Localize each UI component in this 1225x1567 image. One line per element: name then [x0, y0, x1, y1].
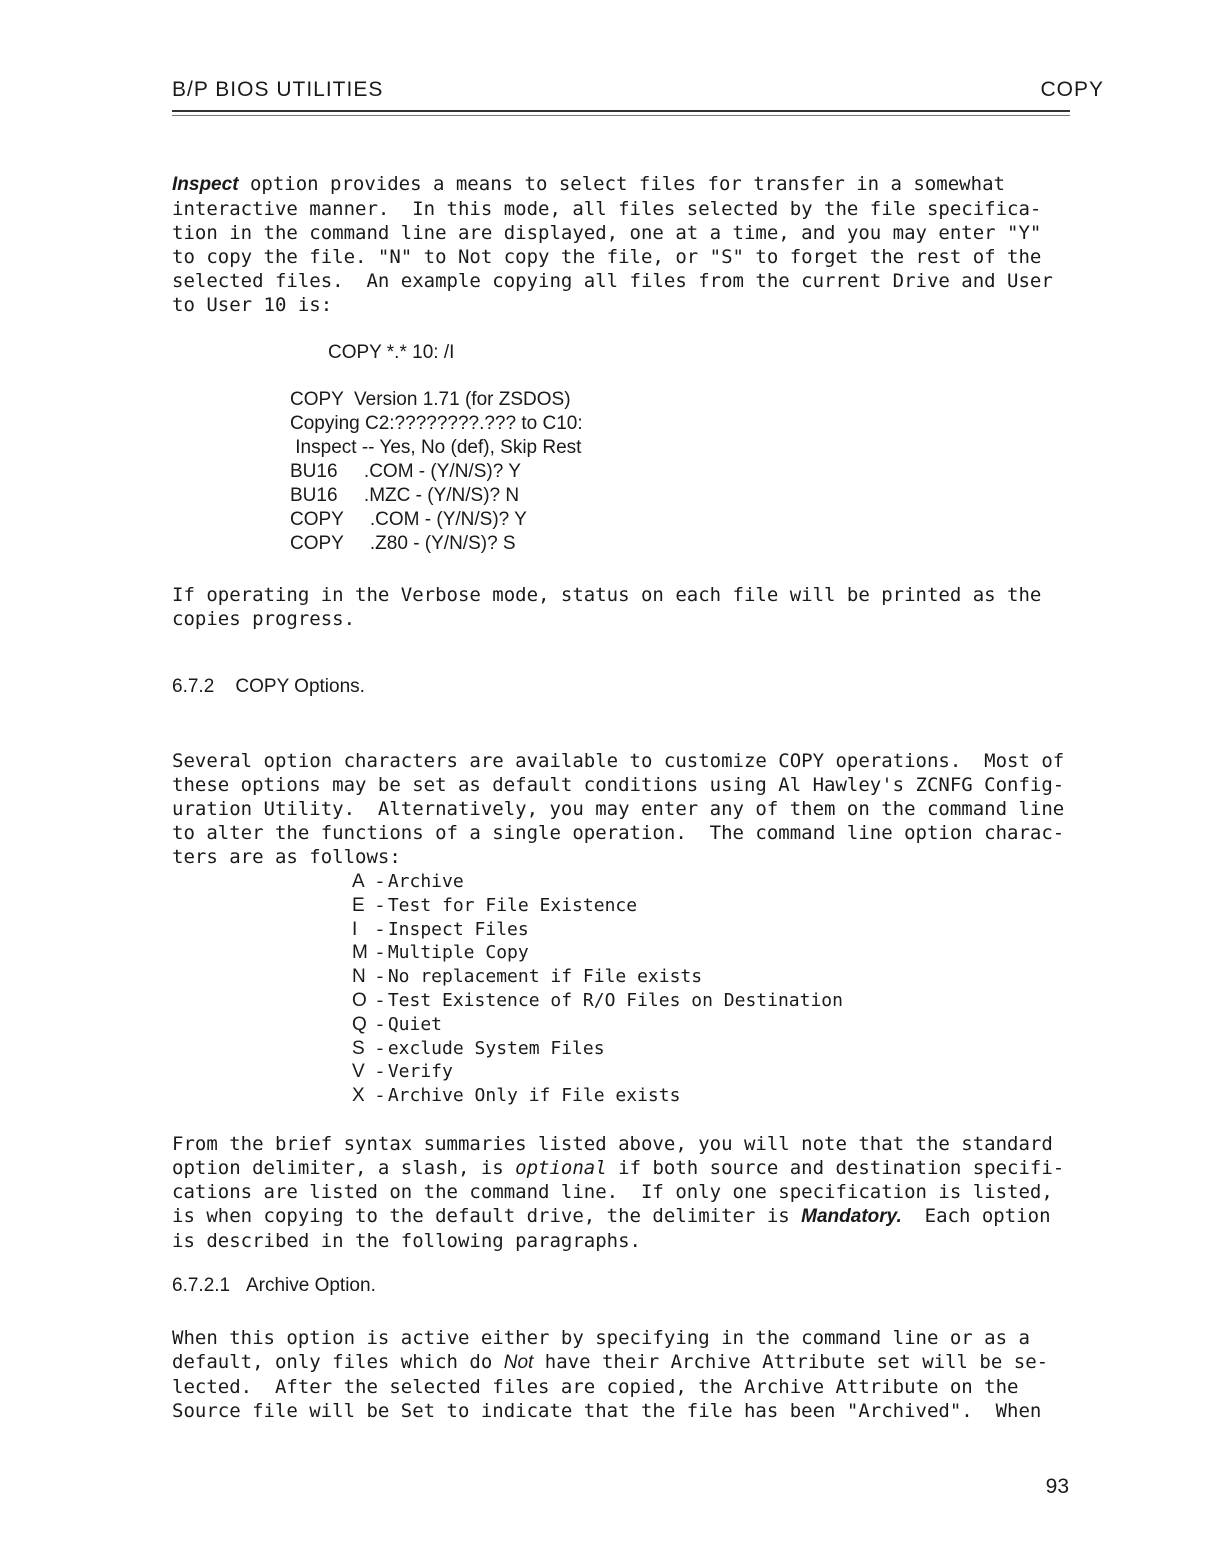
option-item: I - Inspect Files: [352, 918, 529, 940]
options-intro-line: these options may be set as default conditions using Al Hawley's ZCNFG Config-: [172, 774, 1065, 796]
option-key: S: [352, 1037, 365, 1059]
option-item: M - Multiple Copy: [352, 942, 529, 964]
section-heading-options: [172, 676, 365, 698]
header-rule-thin: [172, 115, 1070, 116]
option-desc: Multiple Copy: [387, 942, 529, 964]
output-line: Copying C2:????????.??? to C10:: [290, 413, 583, 434]
option-desc: Test for File Existence: [387, 894, 638, 916]
option-key: O: [352, 989, 367, 1011]
option-item: N - No replacement if File exists: [352, 966, 703, 988]
option-key: M: [352, 942, 368, 964]
option-item: A - Archive: [352, 871, 464, 892]
optional-term: optional: [515, 1157, 607, 1179]
archive-line: When this option is active either by specifying in the command line or as a: [172, 1327, 1030, 1349]
option-desc: Inspect Files: [387, 918, 529, 940]
option-desc: Archive: [387, 871, 464, 892]
options-intro-line: uration Utility. Alternatively, you may enter any of them on the command line: [172, 798, 1065, 820]
delimiter-paragraph: [172, 1132, 1112, 1253]
archive-line: default, only files which do: [172, 1351, 504, 1373]
mandatory-term: Mandatory.: [801, 1206, 902, 1227]
intro-line-6: to User 10 is:: [172, 294, 333, 316]
archive-line: have their Archive Attribute set will be se-: [533, 1351, 1049, 1373]
section-heading-archive: [172, 1275, 376, 1297]
option-item: S - exclude System Files: [352, 1037, 605, 1059]
delimiter-line: cations are listed on the command line. If only one specification is listed,: [172, 1181, 1053, 1203]
output-line: BU16 .MZC - (Y/N/S)? N: [290, 485, 520, 506]
verbose-line-2: copies progress.: [172, 608, 356, 630]
options-intro-line: Several option characters are available to customize COPY operations. Most of: [172, 750, 1065, 772]
option-item: X - Archive Only if File exists: [352, 1085, 681, 1107]
delimiter-line: if both source and destination specifi-: [606, 1157, 1065, 1179]
output-line: BU16 .COM - (Y/N/S)? Y: [290, 461, 521, 482]
option-key: E: [352, 894, 365, 916]
intro-line-2: interactive manner. In this mode, all files selected by the file specifica-: [172, 198, 1042, 220]
option-item: V - Verify: [352, 1061, 453, 1083]
option-key: V: [352, 1061, 365, 1083]
section-title: COPY Options.: [235, 676, 365, 697]
option-key: N: [352, 966, 366, 988]
archive-line: lected. After the selected files are copied, the Archive Attribute on the: [172, 1376, 1019, 1398]
header-rule: [172, 110, 1070, 112]
delimiter-line: is when copying to the default drive, the delimiter is: [172, 1205, 802, 1227]
intro-line-4: to copy the file. "N" to Not copy the file, or "S" to forget the rest of the: [172, 246, 1042, 268]
option-key: Q: [352, 1013, 367, 1035]
page-number: 93: [1045, 1475, 1069, 1498]
delimiter-line: Each option: [901, 1205, 1051, 1227]
option-desc: exclude System Files: [387, 1037, 605, 1059]
intro-line-1: option provides a means to select files for transfer in a somewhat: [238, 173, 1005, 195]
output-line: COPY Version 1.71 (for ZSDOS): [290, 389, 571, 410]
option-key: I: [352, 918, 358, 940]
option-desc: Test Existence of R/O Files on Destination: [387, 989, 843, 1011]
delimiter-line: From the brief syntax summaries listed above, you will note that the standard: [172, 1133, 1053, 1155]
output-line: COPY .COM - (Y/N/S)? Y: [290, 509, 527, 530]
options-intro-line: to alter the functions of a single operation. The command line option charac-: [172, 822, 1065, 844]
option-desc: Quiet: [387, 1013, 443, 1035]
inspect-term: Inspect: [172, 174, 239, 195]
page-header: [172, 78, 1104, 108]
options-intro: [172, 749, 1112, 869]
header-left: B/P BIOS UTILITIES: [172, 78, 384, 101]
output-line: COPY .Z80 - (Y/N/S)? S: [290, 533, 516, 554]
option-item: O - Test Existence of R/O Files on Destination: [352, 989, 843, 1011]
intro-line-3: tion in the command line are displayed, one at a time, and you may enter "Y": [172, 222, 1042, 244]
intro-line-5: selected files. An example copying all files from the current Drive and User: [172, 270, 1053, 292]
option-desc: Archive Only if File exists: [387, 1085, 681, 1107]
option-key: A: [352, 871, 365, 892]
not-term: Not: [503, 1352, 534, 1373]
verbose-line-1: If operating in the Verbose mode, status on each file will be printed as the: [172, 584, 1042, 606]
delimiter-line: option delimiter, a slash, is: [172, 1157, 516, 1179]
delimiter-line: is described in the following paragraphs.: [172, 1230, 641, 1252]
options-intro-line: ters are as follows:: [172, 846, 401, 868]
intro-paragraph: [172, 172, 1112, 317]
options-list: [352, 870, 843, 1108]
option-key: X: [352, 1085, 365, 1107]
option-item: E - Test for File Existence: [352, 894, 638, 916]
archive-paragraph: [172, 1326, 1112, 1423]
example-output: [290, 388, 583, 556]
option-desc: Verify: [387, 1061, 453, 1083]
header-right: COPY: [1040, 78, 1104, 101]
section-title: Archive Option.: [245, 1275, 376, 1296]
option-desc: No replacement if File exists: [387, 966, 703, 988]
archive-line: Source file will be Set to indicate that the file has been "Archived". When: [172, 1400, 1042, 1422]
verbose-note: [172, 583, 1112, 631]
example-command: COPY *.* 10: /I: [328, 342, 455, 363]
section-number: 6.7.2.1: [172, 1275, 231, 1296]
section-number: 6.7.2: [172, 676, 215, 697]
output-line: Inspect -- Yes, No (def), Skip Rest: [290, 437, 582, 458]
option-item: Q - Quiet: [352, 1013, 443, 1035]
